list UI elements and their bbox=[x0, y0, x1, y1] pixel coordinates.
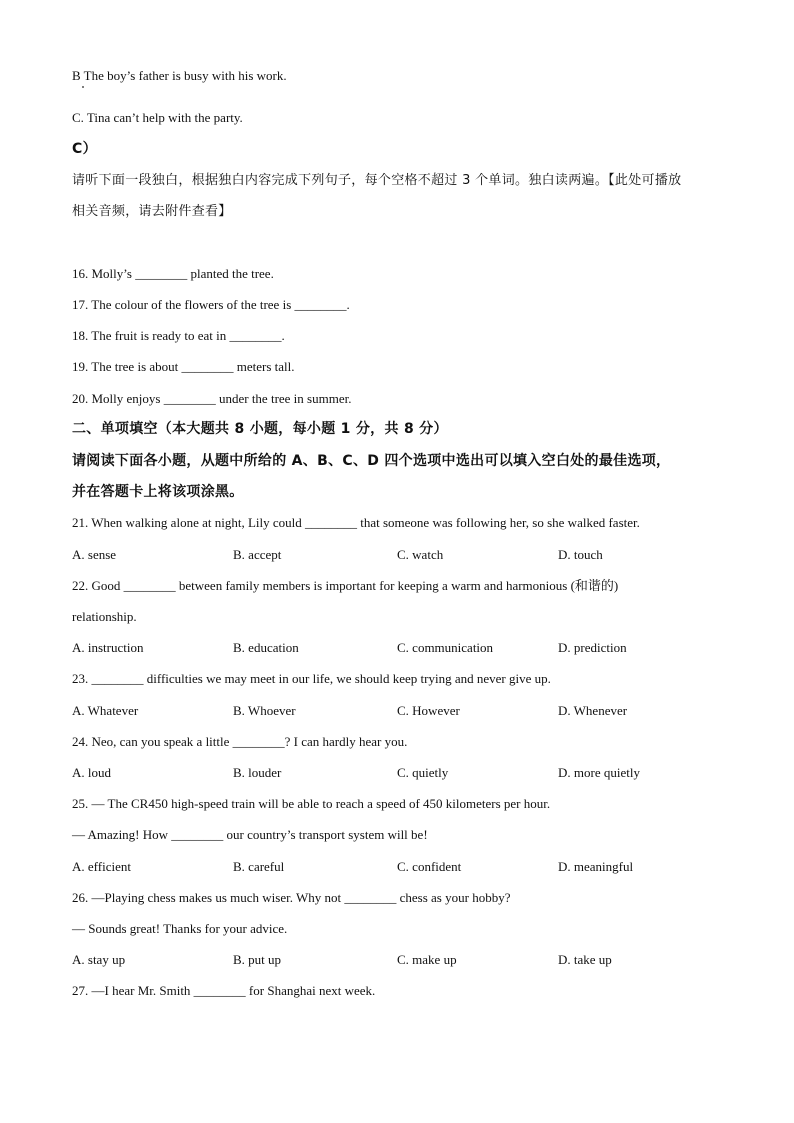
question-16: 16. Molly’s ________ planted the tree. bbox=[72, 266, 274, 281]
question-25-options bbox=[72, 859, 712, 875]
option-c: C. However bbox=[397, 703, 460, 718]
option-d: D. take up bbox=[558, 952, 612, 967]
option-a: A. stay up bbox=[72, 952, 126, 967]
question-21-options bbox=[72, 547, 712, 563]
option-d: D. Whenever bbox=[558, 703, 628, 718]
question-26-stem: 26. —Playing chess makes us much wiser. Why not ________ chess as your hobby? bbox=[72, 890, 511, 905]
question-22-options bbox=[72, 640, 712, 656]
option-c: C. watch bbox=[397, 547, 444, 562]
question-21-stem: 21. When walking alone at night, Lily could ________ that someone was following her, so she walked faster. bbox=[72, 515, 640, 530]
part-two-heading: 二、单项填空（本大题共 8 小题，每小题 1 分，共 8 分） bbox=[72, 421, 448, 437]
question-26-reply: — Sounds great! Thanks for your advice. bbox=[72, 921, 288, 936]
option-a: A. sense bbox=[72, 547, 117, 562]
question-18: 18. The fruit is ready to eat in ________. bbox=[72, 328, 285, 343]
question-19: 19. The tree is about ________ meters tall. bbox=[72, 359, 295, 374]
section-c-instruction-line1: 请听下面一段独白，根据独白内容完成下列句子，每个空格不超过 3 个单词。独白读两遍。【此处可播放 bbox=[72, 173, 682, 188]
question-17: 17. The colour of the flowers of the tree is ________. bbox=[72, 297, 350, 312]
option-b-text: B The boy’s father is busy with his work. bbox=[72, 68, 287, 83]
option-a: A. instruction bbox=[72, 640, 144, 655]
question-25-reply: — Amazing! How ________ our country’s transport system will be! bbox=[72, 827, 428, 842]
question-25-stem: 25. — The CR450 high-speed train will be able to reach a speed of 450 kilometers per hour. bbox=[72, 796, 551, 811]
question-23-stem: 23. ________ difficulties we may meet in our life, we should keep trying and never give up. bbox=[72, 671, 551, 686]
stray-dot bbox=[82, 86, 84, 88]
option-b: B. put up bbox=[233, 952, 282, 967]
option-b: B. education bbox=[233, 640, 299, 655]
question-22-stem: 22. Good ________ between family members is important for keeping a warm and harmonious (和谐的) bbox=[72, 578, 619, 593]
option-a: A. efficient bbox=[72, 859, 131, 874]
option-b: B. louder bbox=[233, 765, 282, 780]
section-c-instruction-line2: 相关音频，请去附件查看】 bbox=[72, 204, 232, 219]
option-b: B. accept bbox=[233, 547, 282, 562]
question-24-options bbox=[72, 765, 712, 781]
question-20: 20. Molly enjoys ________ under the tree in summer. bbox=[72, 391, 352, 406]
option-d: D. more quietly bbox=[558, 765, 640, 780]
option-c: C. quietly bbox=[397, 765, 449, 780]
option-c: C. communication bbox=[397, 640, 494, 655]
part-two-instruction-line1: 请阅读下面各小题，从题中所给的 A、B、C、D 四个选项中选出可以填入空白处的最佳选项， bbox=[72, 453, 671, 469]
part-two-instruction-line2: 并在答题卡上将该项涂黑。 bbox=[72, 484, 244, 500]
question-23-options bbox=[72, 703, 712, 719]
option-d: D. touch bbox=[558, 547, 603, 562]
option-d: D. meaningful bbox=[558, 859, 634, 874]
question-22-stem-continued: relationship. bbox=[72, 609, 137, 624]
question-27-stem: 27. —I hear Mr. Smith ________ for Shanghai next week. bbox=[72, 983, 376, 998]
option-a: A. Whatever bbox=[72, 703, 139, 718]
option-d: D. prediction bbox=[558, 640, 627, 655]
option-b: B. Whoever bbox=[233, 703, 296, 718]
option-c: C. confident bbox=[397, 859, 462, 874]
option-c: C. make up bbox=[397, 952, 457, 967]
question-26-options bbox=[72, 952, 712, 968]
option-b: B. careful bbox=[233, 859, 285, 874]
option-a: A. loud bbox=[72, 765, 111, 780]
question-24-stem: 24. Neo, can you speak a little ________? I can hardly hear you. bbox=[72, 734, 408, 749]
option-c-text: C. Tina can’t help with the party. bbox=[72, 110, 243, 125]
section-c-heading: C） bbox=[72, 141, 97, 157]
